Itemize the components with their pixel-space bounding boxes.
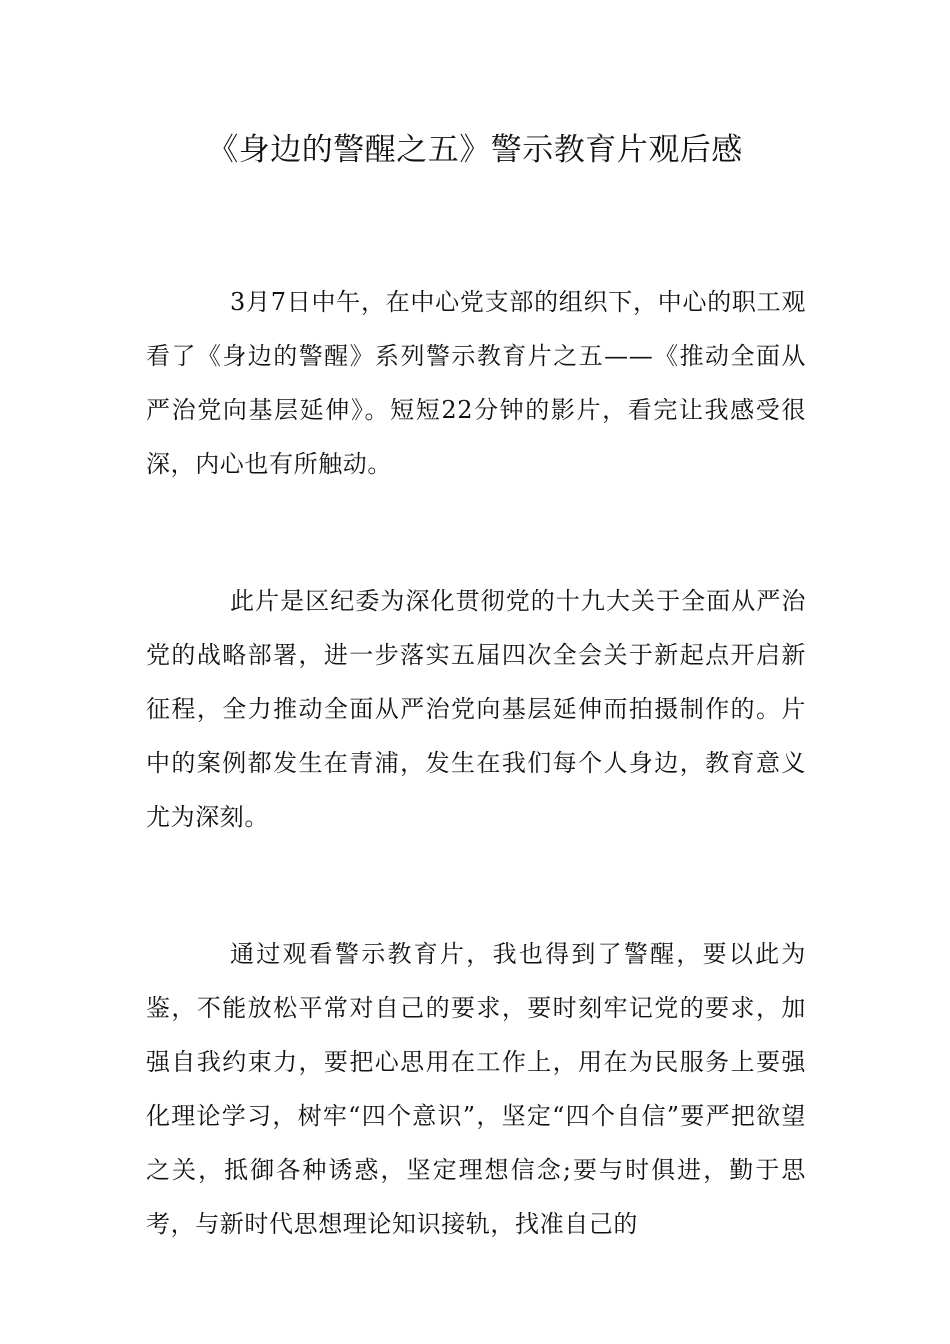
paragraph-1: 3月7日中午，在中心党支部的组织下，中心的职工观看了《身边的警醒》系列警示教育片之五——《推动全面从严治党向基层延伸》。短短22分钟的影片，看完让我感受很深，内心也有所触动。 [146, 288, 806, 478]
document-title: 《身边的警醒之五》警示教育片观后感 [207, 132, 743, 168]
paragraph-2: 此片是区纪委为深化贯彻党的十九大关于全面从严治党的战略部署，进一步落实五届四次全会关于新起点开启新征程，全力推动全面从严治党向基层延伸而拍摄制作的。片中的案例都发生在青浦，发生在我们每个人身边，教育意义尤为深刻。 [146, 587, 806, 831]
paragraph-3: 通过观看警示教育片，我也得到了警醒，要以此为鉴，不能放松平常对自己的要求，要时刻牢记党的要求，加强自我约束力，要把心思用在工作上，用在为民服务上要强化理论学习，树牢“四个意识”，坚定“四个自信”要严把欲望之关，抵御各种诱惑，坚定理想信念;要与时俱进，勤于思考，与新时代思想理论知识接轨，找准自己的 [146, 940, 806, 1238]
